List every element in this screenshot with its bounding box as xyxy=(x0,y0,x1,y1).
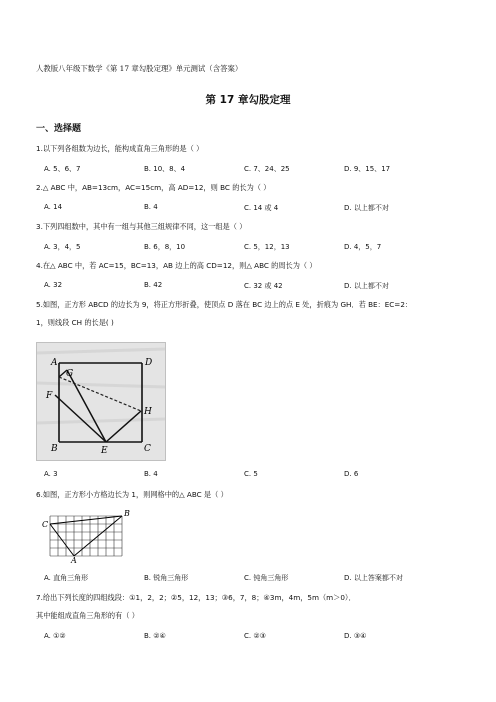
option-b: B. 10、8、4 xyxy=(144,165,186,173)
label-b: B xyxy=(51,444,58,454)
question-7-stem: 7.给出下列长度的四组线段：①1，2，2；②5，12，13；③6，7，8；④3m，4m，5m（m＞0）． xyxy=(36,593,356,602)
question-4-options xyxy=(44,281,464,291)
option-d: D. 以上都不对 xyxy=(344,204,389,212)
option-b: B. 4 xyxy=(144,470,158,478)
question-2-options xyxy=(44,203,464,213)
option-b: B. 锐角三角形 xyxy=(144,574,189,582)
question-3-stem: 3.下列四组数中，其中有一组与其他三组规律不同，这一组是（ ） xyxy=(36,222,247,231)
question-5-options xyxy=(44,470,464,480)
option-c: C. 钝角三角形 xyxy=(244,574,289,582)
label-f: F xyxy=(46,391,53,401)
option-a: A. 3，4，5 xyxy=(44,243,81,251)
question-6-grid-figure xyxy=(40,508,140,564)
label-a: A xyxy=(71,556,77,564)
question-6-options xyxy=(44,573,464,583)
option-b: B. 6，8，10 xyxy=(144,243,186,251)
question-7-options xyxy=(44,632,464,642)
label-c: C xyxy=(144,444,151,454)
question-7-stem-cont: 其中能组成直角三角形的有（ ） xyxy=(36,611,139,620)
label-d: D xyxy=(145,358,153,368)
question-6-stem: 6.如图，正方形小方格边长为 1，则网格中的△ ABC 是（ ） xyxy=(36,490,228,499)
option-c: C. 32 或 42 xyxy=(244,282,283,290)
label-e: E xyxy=(101,446,108,456)
label-h: H xyxy=(144,407,152,417)
label-b: B xyxy=(124,509,130,518)
option-d: D. 6 xyxy=(344,470,359,478)
question-5-stem: 5.如图，正方形 ABCD 的边长为 9，将正方形折叠，使顶点 D 落在 BC 边上的点 E 处，折痕为 GH．若 BE：EC=2： xyxy=(36,300,413,309)
question-5-figure xyxy=(36,342,166,461)
option-b: B. ②④ xyxy=(144,632,166,640)
option-b: B. 42 xyxy=(144,281,163,289)
option-a: A. 14 xyxy=(44,203,63,211)
question-4-stem: 4.在△ ABC 中，若 AC=15，BC=13，AB 边上的高 CD=12，则△ ABC 的周长为（ ） xyxy=(36,261,317,270)
option-a: A. 直角三角形 xyxy=(44,574,89,582)
option-c: C. 5，12，13 xyxy=(244,243,290,251)
label-g: G xyxy=(66,369,74,379)
option-c: C. 7、24、25 xyxy=(244,165,290,173)
question-5-stem-cont: 1，则线段 CH 的长是( ) xyxy=(36,318,114,327)
label-c: C xyxy=(42,520,49,529)
option-d: D. 以上答案都不对 xyxy=(344,574,403,582)
option-c: C. 14 或 4 xyxy=(244,204,279,212)
question-1-options xyxy=(44,164,464,174)
option-d: D. ③④ xyxy=(344,632,367,640)
question-3-options xyxy=(44,242,464,252)
option-c: C. ②③ xyxy=(244,632,266,640)
option-a: A. 3 xyxy=(44,470,58,478)
document-header: 人教版八年级下数学《第 17 章勾股定理》单元测试（含答案） xyxy=(36,64,243,73)
option-a: A. ①② xyxy=(44,632,66,640)
option-d: D. 以上都不对 xyxy=(344,282,389,290)
option-a: A. 32 xyxy=(44,281,63,289)
option-c: C. 5 xyxy=(244,470,258,478)
option-a: A. 5、6、7 xyxy=(44,165,81,173)
chapter-title: 第 17 章勾股定理 xyxy=(205,94,291,106)
question-1-stem: 1.以下列各组数为边长，能构成直角三角形的是（ ） xyxy=(36,144,204,153)
section-title: 一、选择题 xyxy=(36,124,82,134)
option-b: B. 4 xyxy=(144,203,158,211)
option-d: D. 4，5，7 xyxy=(344,243,382,251)
option-d: D. 9、15、17 xyxy=(344,165,391,173)
label-a: A xyxy=(51,358,58,368)
question-2-stem: 2.△ ABC 中，AB=13cm，AC=15cm，高 AD=12，则 BC 的长为（ ） xyxy=(36,183,271,192)
